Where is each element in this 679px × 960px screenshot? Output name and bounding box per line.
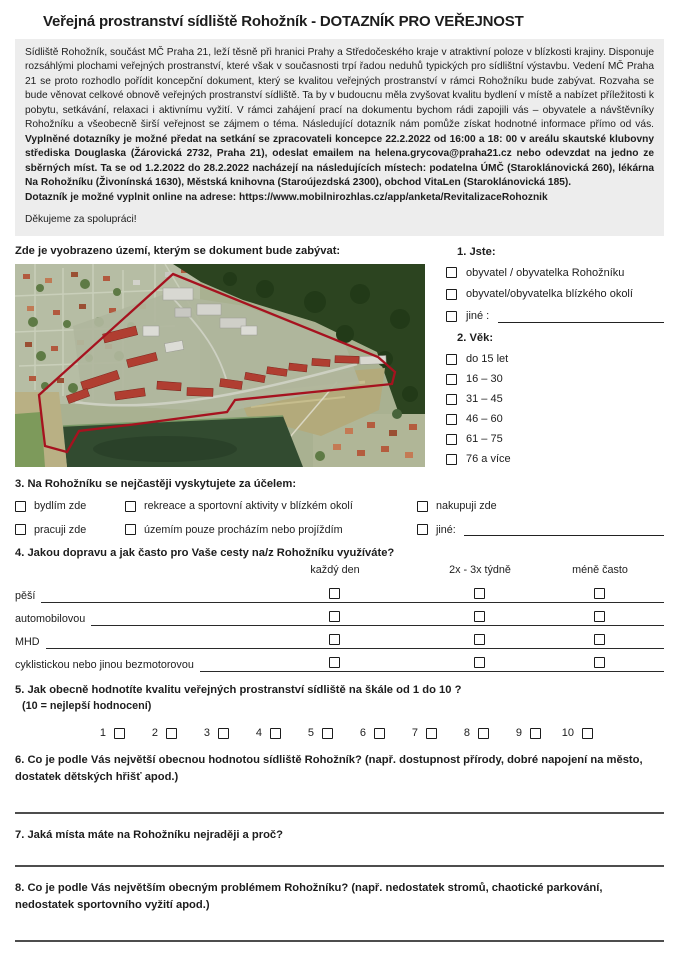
map-and-q1q2-section [15, 245, 664, 474]
q1-option-label: obyvatel/obyvatelka blízkého okolí [466, 288, 633, 301]
q8-title: 8. Co je podle Vás největším obecným problémem Rohožníku? (např. nedostatek stromů, chaotické parkování, nedostatek sportovního vyžití apod.) [15, 881, 603, 911]
q4-checkbox[interactable] [329, 611, 340, 622]
q5-section [15, 684, 664, 739]
q4-checkbox[interactable] [474, 634, 485, 645]
q3-option [15, 523, 125, 536]
q3-option-checkbox[interactable] [125, 501, 136, 512]
q3-option [125, 523, 417, 536]
q4-checkbox[interactable] [329, 634, 340, 645]
q5-scale-number: 6 [359, 727, 366, 740]
q3-option [15, 500, 125, 512]
q5-scale-checkbox[interactable] [218, 728, 229, 739]
q4-column-headers [15, 564, 664, 580]
q8-section [15, 880, 664, 943]
q5-scale-number: 10 [561, 727, 574, 740]
q4-checkbox[interactable] [329, 657, 340, 668]
q2-option-row [446, 353, 664, 365]
q4-row-label: pěší [15, 589, 36, 602]
q3-option [125, 500, 417, 512]
q1-option-checkbox[interactable] [446, 289, 457, 300]
intro-box [15, 39, 664, 236]
q3-other-checkbox[interactable] [417, 524, 428, 535]
q3-section [15, 478, 664, 536]
q4-checkbox[interactable] [594, 657, 605, 668]
q4-checkbox[interactable] [594, 634, 605, 645]
intro-text-bold: Vyplněné dotazníky je možné předat na setkání se zpracovateli koncepce 22.2.2022 od 16:00 a 18: 00 v areálu skautské klubovny střediska Douglaska (Žárovická 2732, Praha 21), odeslat emailem na helena.grycova@praha21.cz nebo odevzdat na jedno ze sběrných míst. Ta se od 1.2.2022 do 28.2.2022 nacházejí na následujících místech: podatelna ÚMČ (Staroklánovická 260), lékárna Na Rohožníku (Živonínská 1630), Městská knihovna (Staroújezdská 2300), obchod VitaLen (Staroklánovická 185). [25, 133, 654, 189]
q4-checkbox[interactable] [474, 588, 485, 599]
q2-option-checkbox[interactable] [446, 454, 457, 465]
q3-option-label: územím pouze procházím nebo projíždím [144, 523, 343, 536]
q5-scale-number: 7 [411, 727, 418, 740]
q5-scale-number: 9 [515, 727, 522, 740]
q3-option-label: rekreace a sportovní aktivity v blízkém okolí [144, 500, 353, 513]
q2-option-checkbox[interactable] [446, 394, 457, 405]
q2-option-row [446, 373, 664, 385]
q7-section [15, 827, 664, 867]
q5-scale-item [73, 727, 125, 739]
q2-option-row [446, 453, 664, 465]
q2-option-checkbox[interactable] [446, 374, 457, 385]
q5-scale-checkbox[interactable] [114, 728, 125, 739]
q8-answer-line[interactable] [15, 940, 664, 942]
q4-checkbox[interactable] [474, 657, 485, 668]
q3-title: 3. Na Rohožníku se nejčastěji vyskytujete za účelem: [15, 478, 297, 491]
q2-option-row [446, 433, 664, 445]
map-column [15, 245, 427, 474]
q5-scale-checkbox[interactable] [582, 728, 593, 739]
q1-option-row [446, 267, 664, 279]
q2-option-label: 76 a více [466, 453, 511, 466]
q4-column-header: méně často [572, 564, 628, 577]
q1-other-label: jiné : [466, 310, 490, 323]
q4-section [15, 547, 664, 672]
q4-title: 4. Jakou dopravu a jak často pro Vaše cesty na/z Rohožníku využíváte? [15, 547, 395, 560]
map-caption: Zde je vyobrazeno území, kterým se dokument bude zabývat: [15, 244, 341, 257]
q1-title: 1. Jste: [457, 245, 496, 258]
q3-option-checkbox[interactable] [125, 524, 136, 535]
q6-answer-line[interactable] [15, 812, 664, 814]
q6-title: 6. Co je podle Vás největší obecnou hodnotou sídliště Rohožník? (např. dostupnost přírody, dobré napojení na město, dostatek dětských hřišť apod.) [15, 754, 643, 784]
q2-option-row [446, 393, 664, 405]
q5-scale-checkbox[interactable] [322, 728, 333, 739]
q2-option-label: 16 – 30 [466, 373, 503, 386]
q4-row [15, 649, 664, 672]
q5-scale-item [489, 727, 541, 739]
q1-q2-column [427, 245, 664, 474]
q5-scale-checkbox[interactable] [478, 728, 489, 739]
q5-scale-item [385, 727, 437, 739]
q3-option-checkbox[interactable] [417, 501, 428, 512]
q5-note: (10 = nejlepší hodnocení) [22, 700, 152, 713]
q5-scale-number: 3 [203, 727, 210, 740]
q2-option-label: 46 – 60 [466, 413, 503, 426]
q6-section [15, 752, 664, 814]
q5-rating-scale [73, 727, 664, 739]
q4-row-label: automobilovou [15, 612, 86, 625]
q2-option-label: 31 – 45 [466, 393, 503, 406]
q1-option-label: obyvatel / obyvatelka Rohožníku [466, 266, 625, 279]
q5-scale-item [437, 727, 489, 739]
q3-option-label: nakupuji zde [436, 500, 497, 513]
aerial-map-svg [15, 264, 425, 467]
q5-title: 5. Jak obecně hodnotíte kvalitu veřejných prostranství sídliště na škále od 1 do 10 ? [15, 684, 462, 697]
q4-checkbox[interactable] [329, 588, 340, 599]
q4-column-header: 2x - 3x týdně [449, 564, 511, 577]
q5-scale-checkbox[interactable] [530, 728, 541, 739]
q3-other-write-in-line[interactable] [464, 523, 664, 536]
online-url-line: Dotazník je možné vyplnit online na adrese: https://www.mobilnirozhlas.cz/app/anketa/RevitalizaceRohoznik [25, 191, 548, 203]
q5-scale-checkbox[interactable] [426, 728, 437, 739]
q5-scale-number: 5 [307, 727, 314, 740]
thanks-line: Děkujeme za spolupráci! [25, 214, 137, 226]
q5-scale-item [125, 727, 177, 739]
page-title: Veřejná prostranství sídliště Rohožník - DOTAZNÍK PRO VEŘEJNOST [43, 13, 524, 30]
q5-scale-checkbox[interactable] [270, 728, 281, 739]
q5-scale-number: 2 [151, 727, 158, 740]
q2-option-label: 61 – 75 [466, 433, 503, 446]
q2-option-row [446, 413, 664, 425]
q4-row [15, 626, 664, 649]
q5-scale-item [333, 727, 385, 739]
q3-other-label: jiné: [436, 523, 456, 536]
q5-scale-item [229, 727, 281, 739]
q4-checkbox[interactable] [474, 611, 485, 622]
q1-option-row [446, 288, 664, 300]
q7-answer-line[interactable] [15, 865, 664, 867]
q4-column-header: každý den [310, 564, 360, 577]
q3-options-grid [15, 500, 664, 536]
q3-option-label: bydlím zde [34, 500, 87, 513]
q4-row-rule [200, 671, 664, 672]
q3-option-checkbox[interactable] [15, 501, 26, 512]
q5-scale-number: 1 [99, 727, 106, 740]
q3-option [417, 500, 664, 512]
q2-option-checkbox[interactable] [446, 434, 457, 445]
q1-option-checkbox[interactable] [446, 267, 457, 278]
intro-text: Sídliště Rohožník, součást MČ Praha 21, leží těsně při hranici Prahy a Středočeského kraje v atraktivní poloze v blízkosti krajiny. Disponuje rozsáhlými plochami veřejných prostranství, které však v současnosti trpí řadou neduhů typických pro sídlištní výstavbu. Vedení MČ Praha 21 se proto rozhodlo pořídit koncepční dokument, který se kvalitou veřejných prostranství v rámci Rohožníku bude zabývat. Rozvaha se bude věnovat celkové obnově veřejných prostranství sídliště. Ta by v budoucnu měla zvyšovat kvalitu bydlení v místě a nabízet příležitosti k pobytu, setkávání, relaxaci i aktivnímu vyžití. V rámci zahájení prací na dokumentu bychom rádi zapojili vás – obyvatele a návštěvníky Rohožníku a všeobecně širší veřejnost se zájmem o téma. Následující dotazník nám pomůže získat hodnotné informace přímo od vás. [25, 47, 654, 131]
q5-scale-checkbox[interactable] [374, 728, 385, 739]
q5-scale-item [177, 727, 229, 739]
q2-option-checkbox[interactable] [446, 414, 457, 425]
q5-scale-checkbox[interactable] [166, 728, 177, 739]
q3-other-option [417, 523, 664, 536]
q3-option-label: pracuji zde [34, 523, 87, 536]
q4-checkbox[interactable] [594, 588, 605, 599]
q4-row [15, 603, 664, 626]
q3-option-checkbox[interactable] [15, 524, 26, 535]
q4-row-label: cyklistickou nebo jinou bezmotorovou [15, 658, 194, 671]
q5-scale-item [541, 727, 593, 739]
aerial-map-image [15, 264, 425, 467]
q5-scale-number: 8 [463, 727, 470, 740]
q7-title: 7. Jaká místa máte na Rohožníku nejraději a proč? [15, 828, 283, 841]
q2-title: 2. Věk: [457, 332, 494, 345]
q5-scale-item [281, 727, 333, 739]
q4-checkbox[interactable] [594, 611, 605, 622]
q1-other-checkbox[interactable] [446, 311, 457, 322]
q2-option-checkbox[interactable] [446, 354, 457, 365]
q2-option-label: do 15 let [466, 353, 509, 366]
q1-other-row [446, 310, 664, 323]
q4-row [15, 580, 664, 603]
q4-row-label: MHD [15, 635, 40, 648]
q1-other-write-in-line[interactable] [498, 310, 664, 323]
q5-scale-number: 4 [255, 727, 262, 740]
